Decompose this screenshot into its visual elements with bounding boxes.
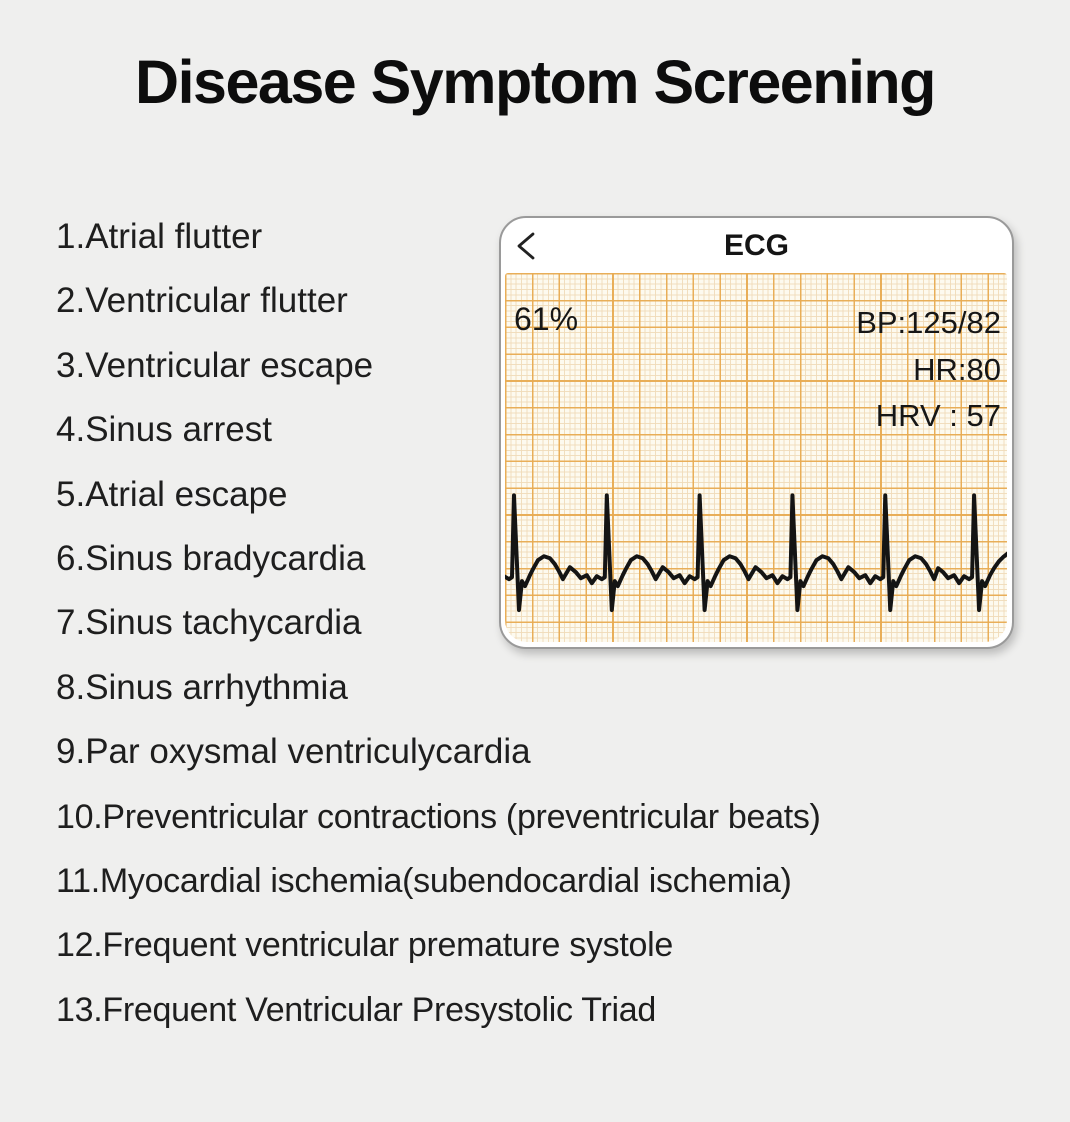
list-item: 9.Par oxysmal ventriculycardia	[56, 732, 531, 772]
battery-percent: 61%	[514, 301, 579, 337]
list-item: 13.Frequent Ventricular Presystolic Triad	[56, 990, 656, 1029]
list-item: 1.Atrial flutter	[56, 217, 263, 256]
list-item: 6.Sinus bradycardia	[56, 539, 366, 579]
list-item: 7.Sinus tachycardia	[56, 603, 362, 643]
list-item: 2.Ventricular flutter	[56, 281, 348, 321]
list-item: 10.Preventricular contractions (preventricular beats)	[56, 797, 821, 836]
list-item: 12.Frequent ventricular premature systole	[56, 926, 673, 965]
ecg-app-screen	[499, 216, 1014, 649]
ecg-waveform	[505, 273, 1007, 642]
list-item: 8.Sinus arrhythmia	[56, 667, 348, 707]
ecg-grid-paper	[505, 273, 1007, 642]
ecg-header	[501, 218, 1012, 273]
list-item: 3.Ventricular escape	[56, 345, 374, 385]
hr-value: HR:80	[913, 351, 1001, 387]
page-title: Disease Symptom Screening	[135, 48, 935, 116]
list-item: 4.Sinus arrest	[56, 410, 272, 450]
ecg-screen-title: ECG	[723, 229, 789, 262]
list-item: 11.Myocardial ischemia(subendocardial ischemia)	[56, 862, 792, 901]
hrv-value: HRV : 57	[875, 398, 1001, 433]
list-item: 5.Atrial escape	[56, 474, 288, 514]
bp-value: BP:125/82	[856, 305, 1001, 340]
